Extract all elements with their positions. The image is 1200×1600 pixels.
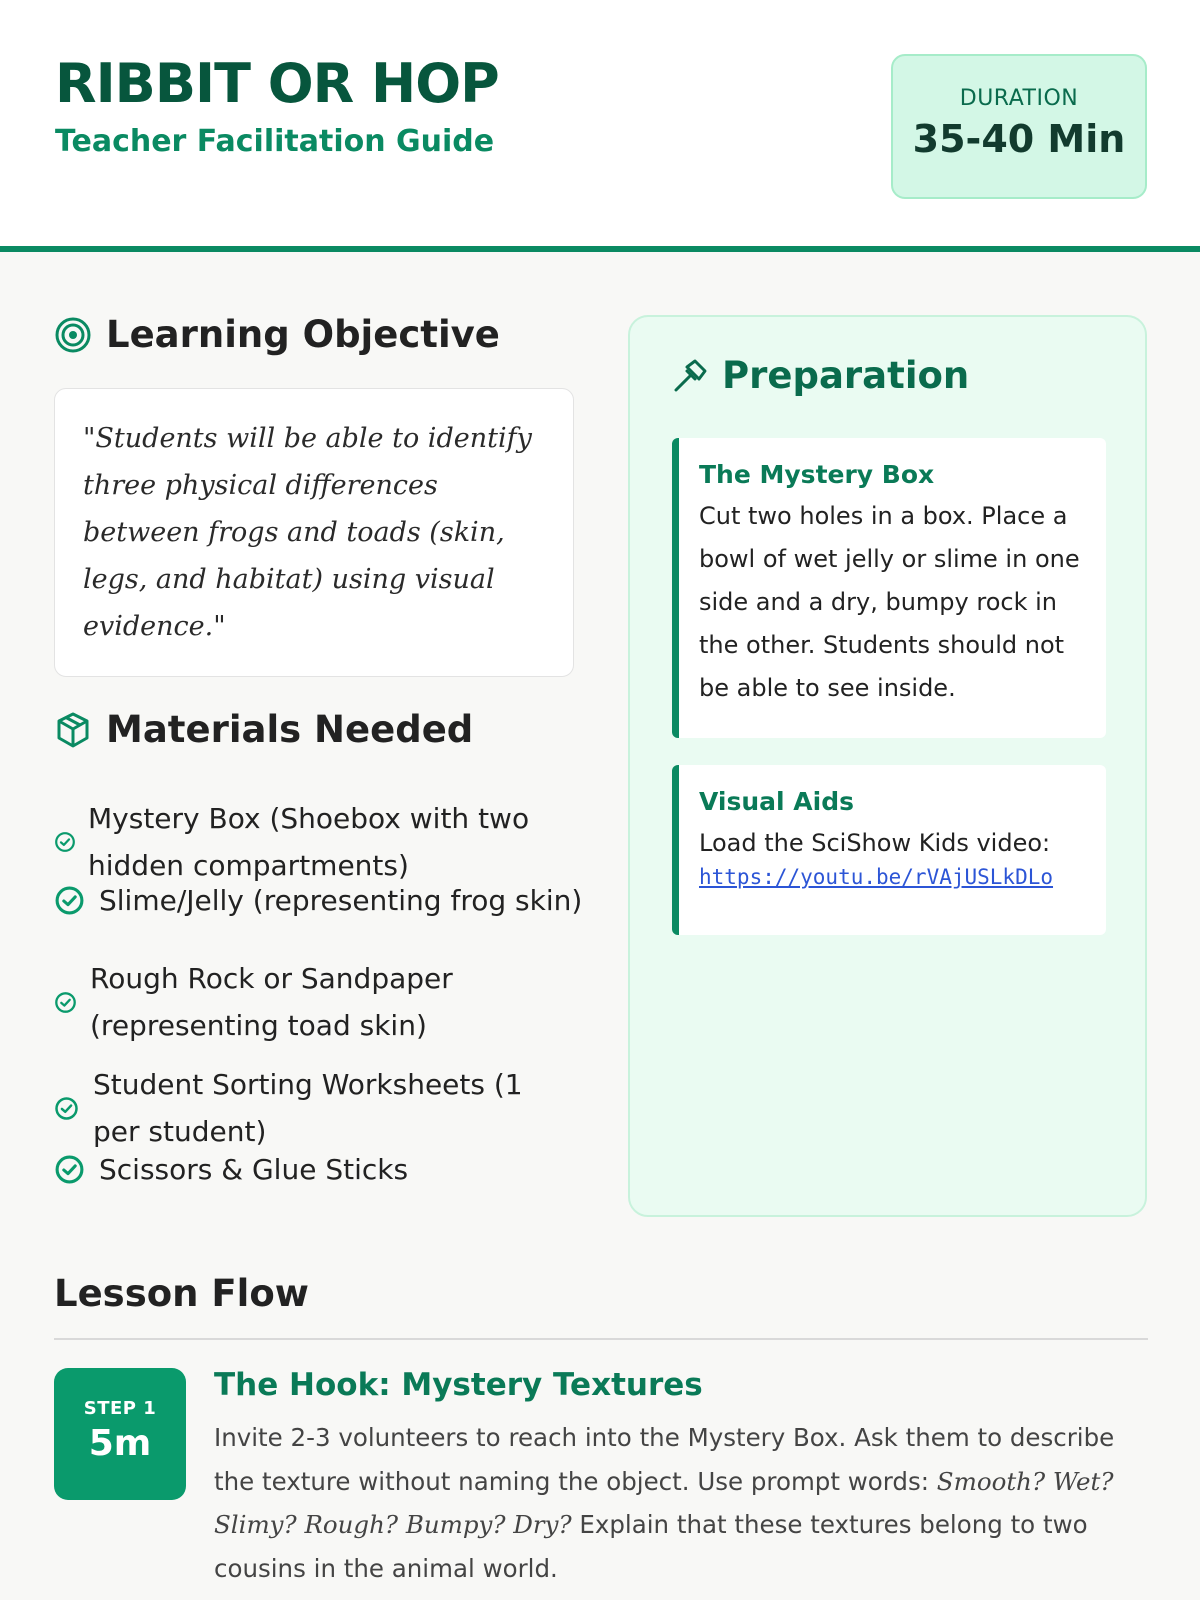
hammer-icon bbox=[670, 357, 708, 395]
prep-card-mystery-box bbox=[672, 438, 1106, 738]
step-label: STEP 1 bbox=[83, 1398, 157, 1419]
material-item-text: Mystery Box (Shoebox with two hidden compartments) bbox=[88, 802, 530, 882]
package-icon bbox=[54, 711, 92, 749]
material-item-text: Scissors & Glue Sticks bbox=[99, 1153, 409, 1186]
check-circle-icon bbox=[54, 831, 76, 853]
step-desc-outro: Explain that these textures belong to two cousins in the animal world. bbox=[214, 1510, 1088, 1583]
step-desc-intro: Invite 2-3 volunteers to reach into the Mystery Box. Ask them to describe the texture without naming the object. Use prompt words: bbox=[214, 1423, 1115, 1496]
materials-heading bbox=[54, 708, 473, 751]
prep-card-visual-aids bbox=[672, 765, 1106, 935]
objective-heading bbox=[54, 313, 500, 356]
step-title: The Hook: Mystery Textures bbox=[214, 1367, 703, 1403]
material-item-text: Rough Rock or Sandpaper (representing toad skin) bbox=[90, 962, 453, 1042]
materials-heading-text: Materials Needed bbox=[106, 708, 474, 751]
prep-card-title: Visual Aids bbox=[699, 787, 854, 816]
list-item bbox=[54, 795, 554, 889]
prep-card-title: The Mystery Box bbox=[699, 460, 935, 489]
material-item-text: Slime/Jelly (representing frog skin) bbox=[99, 884, 583, 917]
objective-text: "Students will be able to identify three physical differences between frogs and toads (skin, legs, and habitat) using visual evidence." bbox=[83, 423, 532, 642]
page-title: RIBBIT OR HOP bbox=[55, 52, 499, 115]
list-item bbox=[54, 955, 524, 1049]
step-desc-prompt-words: Smooth? Wet? Slimy? Rough? Bumpy? Dry? bbox=[214, 1466, 1114, 1539]
duration-badge bbox=[891, 54, 1147, 199]
duration-value: 35-40 Min bbox=[912, 117, 1126, 161]
list-item bbox=[54, 1061, 574, 1155]
list-item bbox=[54, 877, 584, 924]
check-circle-icon bbox=[54, 1096, 79, 1121]
prep-card-text: Load the SciShow Kids video: bbox=[699, 829, 1051, 857]
material-item-text: Student Sorting Worksheets (1 per student) bbox=[93, 1068, 523, 1148]
list-item bbox=[54, 1146, 584, 1193]
target-icon bbox=[54, 316, 92, 354]
prep-card-text: Cut two holes in a box. Place a bowl of wet jelly or slime in one side and a dry, bumpy rock in the other. Students should not be able to see inside. bbox=[699, 502, 1080, 702]
check-circle-icon bbox=[54, 1154, 85, 1185]
preparation-heading-text: Preparation bbox=[722, 354, 970, 397]
preparation-panel bbox=[628, 315, 1147, 1217]
step-description bbox=[214, 1416, 1154, 1590]
preparation-heading bbox=[670, 354, 969, 397]
divider bbox=[54, 1338, 1148, 1340]
check-circle-icon bbox=[54, 885, 85, 916]
step-badge bbox=[54, 1368, 186, 1500]
video-link[interactable]: https://youtu.be/rVAjUSLkDLo bbox=[699, 865, 1054, 889]
page-subtitle: Teacher Facilitation Guide bbox=[55, 124, 495, 159]
objective-card bbox=[54, 388, 574, 677]
step-time: 5m bbox=[88, 1423, 152, 1464]
objective-heading-text: Learning Objective bbox=[106, 313, 500, 356]
check-circle-icon bbox=[54, 991, 77, 1014]
page-header bbox=[0, 0, 1200, 252]
lesson-flow-heading: Lesson Flow bbox=[54, 1272, 309, 1315]
duration-label: DURATION bbox=[959, 86, 1079, 111]
